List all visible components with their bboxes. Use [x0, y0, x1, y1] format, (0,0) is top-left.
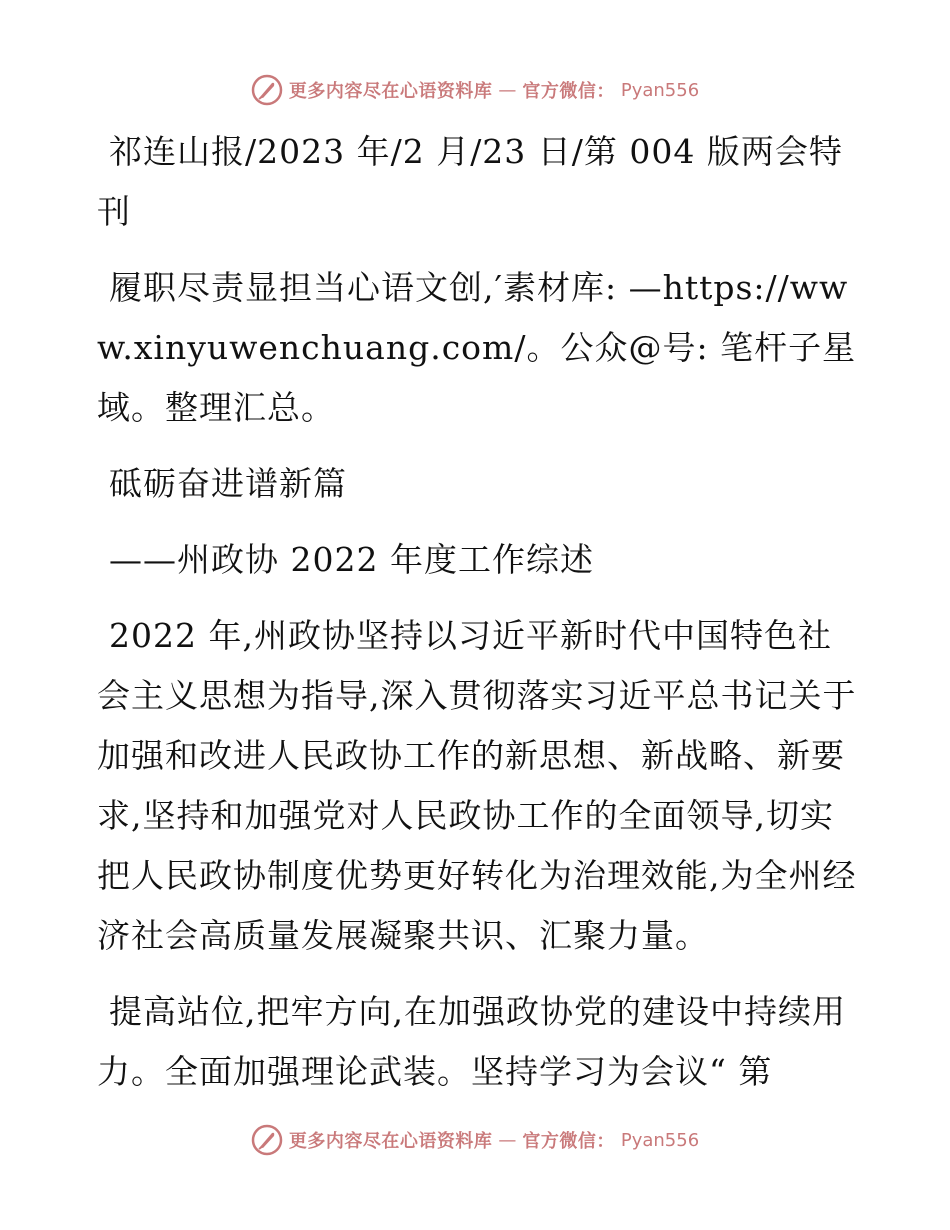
- watermark-wechat-label: 官方微信：: [522, 1131, 615, 1152]
- paragraph-2: 提高站位,把牢方向,在加强政协党的建设中持续用力。全面加强理论武装。坚持学习为会议“ 第: [97, 992, 846, 1091]
- footer-watermark: [0, 1120, 950, 1160]
- document-body: [97, 122, 857, 1118]
- watermark-main-text: 更多内容尽在心语资料库: [288, 81, 493, 102]
- feather-pen-icon: [251, 74, 283, 106]
- watermark-wechat-label: 官方微信：: [522, 81, 615, 102]
- paragraph-1: 2022 年,州政协坚持以习近平新时代中国特色社会主义思想为指导,深入贯彻落实习近平总书记关于加强和改进人民政协工作的新思想、新战略、新要求,坚持和加强党对人民政协工作的全面领导,切实把人民政协制度优势更好转化为治理效能,为全州经济社会高质量发展凝聚共识、汇聚力量。: [97, 616, 857, 955]
- header-watermark: [0, 70, 950, 110]
- watermark-wechat-id: Pyan556: [620, 1129, 700, 1151]
- watermark-dash: —: [498, 1129, 517, 1151]
- article-title: 砥砺奋进谱新篇: [109, 464, 347, 503]
- feather-pen-icon: [251, 1124, 283, 1156]
- watermark-main-text: 更多内容尽在心语资料库: [288, 1131, 493, 1152]
- watermark-dash: —: [498, 79, 517, 101]
- watermark-wechat-id: Pyan556: [620, 79, 700, 101]
- intro-line: 履职尽责显担当心语文创,′素材库: —https://www.xinyuwenchuang.com/。公众@号: 笔杆子星域。整理汇总。: [97, 268, 857, 427]
- article-subtitle: ——州政协 2022 年度工作综述: [109, 540, 594, 579]
- header-line: 祁连山报/2023 年/2 月/23 日/第 004 版两会特刊: [97, 132, 843, 231]
